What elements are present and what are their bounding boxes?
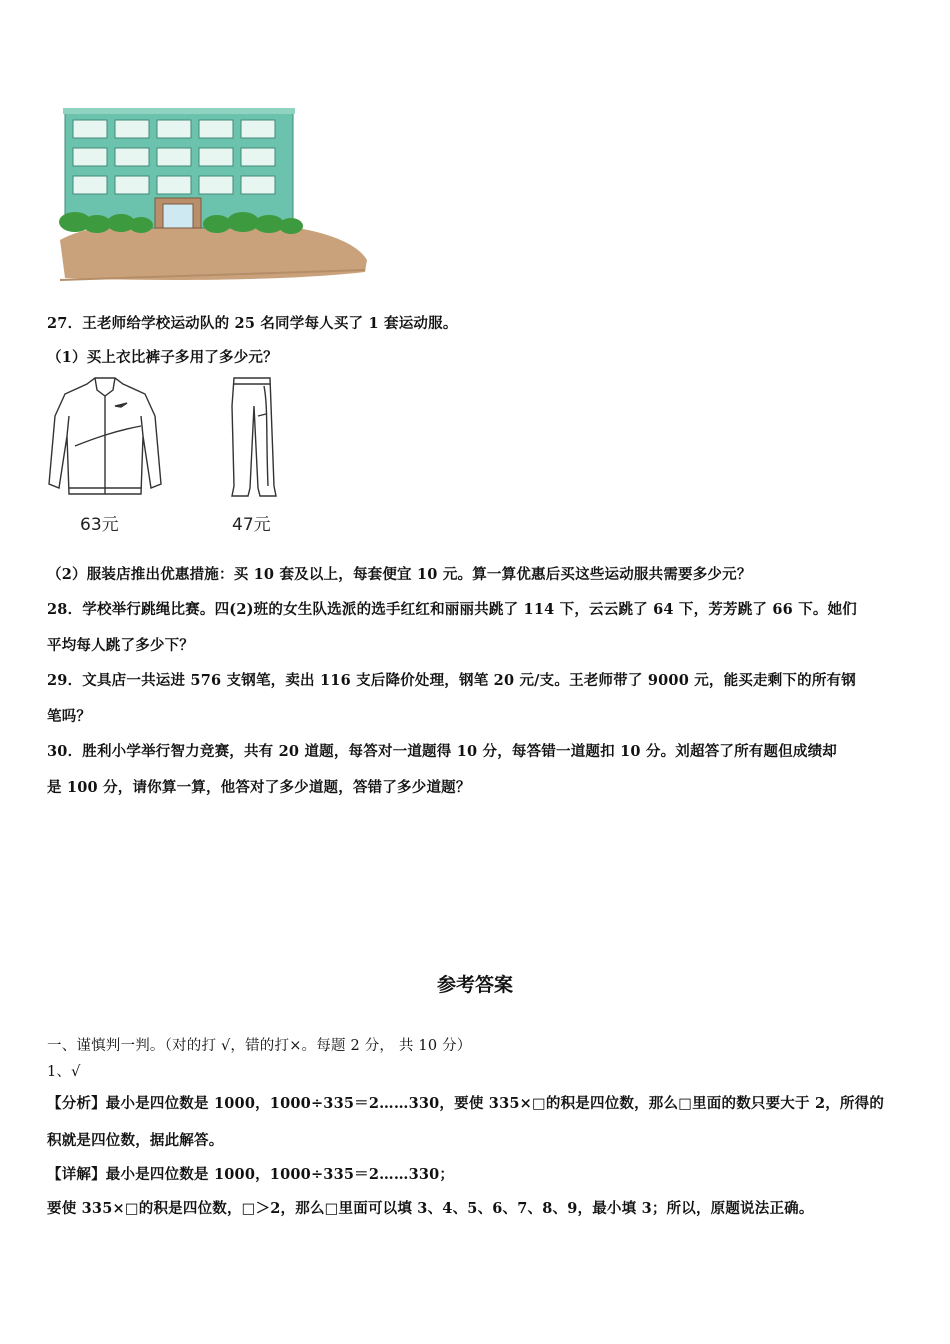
answers-section1: 一、谨慎判一判。（对的打 √，错的打×。每题 2 分， 共 10 分） bbox=[47, 1038, 472, 1054]
analysis-line2: 积就是四位数，据此解答。 bbox=[47, 1132, 224, 1149]
q29-line2: 笔吗？ bbox=[47, 708, 92, 725]
detail-line2: 要使 335×□的积是四位数，□＞2，那么□里面可以填 3、4、5、6、7、8、9，最小填 3；所以，原题说法正确。 bbox=[47, 1200, 814, 1217]
detail-line1: 【详解】最小是四位数是 1000，1000÷335＝2……330； bbox=[47, 1166, 455, 1183]
q29-line1: 29．文具店一共运进 576 支钢笔，卖出 116 支后降价处理，钢笔 20 元/支。王老师带了 9000 元，能买走剩下的所有钢 bbox=[47, 672, 856, 689]
jacket-image bbox=[45, 376, 165, 501]
school-building-image bbox=[55, 100, 370, 290]
q27-part2: （2）服装店推出优惠措施：买 10 套及以上，每套便宜 10 元。算一算优惠后买这些运动服共需要多少元？ bbox=[47, 566, 752, 583]
answers-title: 参考答案 bbox=[436, 974, 513, 996]
answer-item1: 1、√ bbox=[47, 1064, 81, 1080]
q28-line2: 平均每人跳了多少下？ bbox=[47, 637, 194, 654]
q28-line1: 28．学校举行跳绳比赛。四(2)班的女生队选派的选手红红和丽丽共跳了 114 下，云云跳了 64 下，芳芳跳了 66 下。她们 bbox=[47, 601, 857, 618]
jacket-price: 63元 bbox=[80, 515, 119, 535]
pants-price: 47元 bbox=[232, 515, 271, 535]
q30-line2: 是 100 分，请你算一算，他答对了多少道题，答错了多少道题？ bbox=[47, 779, 471, 796]
analysis-line1: 【分析】最小是四位数是 1000，1000÷335＝2……330，要使 335×□的积是四位数，那么□里面的数只要大于 2，所得的 bbox=[47, 1095, 885, 1112]
q27-part1: （1）买上衣比裤子多用了多少元？ bbox=[47, 349, 278, 366]
q30-line1: 30．胜利小学举行智力竞赛，共有 20 道题，每答对一道题得 10 分，每答错一道题扣 10 分。刘超答了所有题但成绩却 bbox=[47, 743, 837, 760]
q27-stem: 27．王老师给学校运动队的 25 名同学每人买了 1 套运动服。 bbox=[47, 315, 458, 332]
pants-image bbox=[222, 376, 284, 501]
